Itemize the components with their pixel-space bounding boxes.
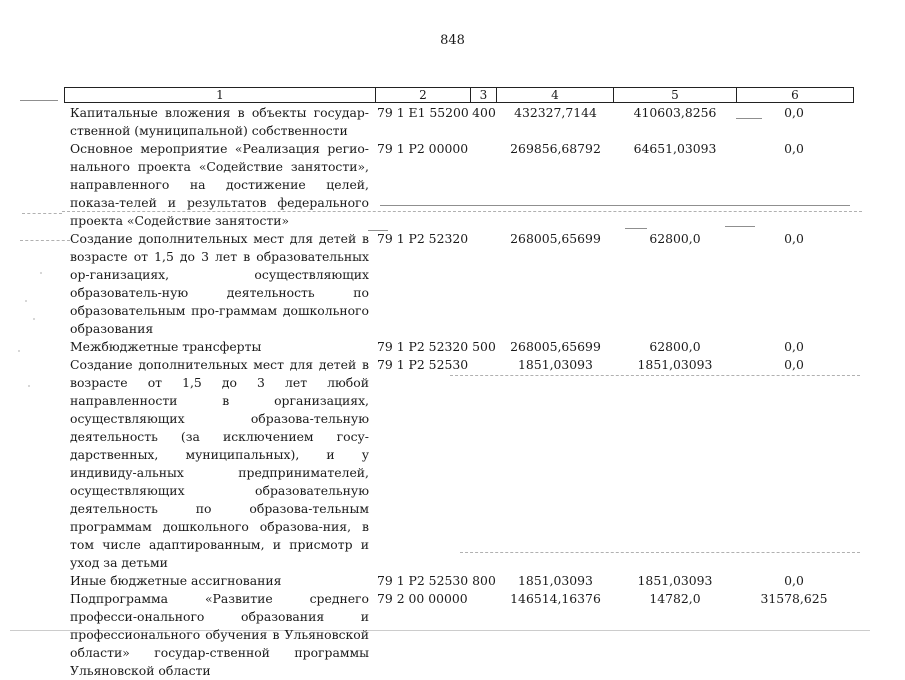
row-vr bbox=[471, 356, 497, 572]
scan-artifact bbox=[450, 375, 860, 377]
row-value-2022: 268005,65699 bbox=[510, 339, 601, 354]
row-code: 79 1 P2 52530 bbox=[377, 573, 469, 588]
table-header bbox=[64, 87, 854, 103]
scan-artifact bbox=[33, 318, 35, 320]
row-value-2024: 0,0 bbox=[784, 573, 804, 588]
row-vr: 400 bbox=[472, 105, 496, 120]
table-row bbox=[70, 590, 860, 680]
row-value-2023: 62800,0 bbox=[649, 339, 701, 354]
row-code: 79 1 P2 52320 bbox=[377, 339, 469, 354]
column-header: 4 bbox=[497, 88, 614, 102]
row-value-2023: 1851,03093 bbox=[637, 573, 713, 588]
row-vr: 500 bbox=[472, 339, 496, 354]
row-code: 79 1 P2 00000 bbox=[377, 141, 469, 156]
row-code: 79 1 P2 52530 bbox=[377, 357, 469, 372]
scan-artifact bbox=[20, 240, 70, 242]
row-value-2023: 62800,0 bbox=[649, 231, 701, 246]
row-value-2024: 0,0 bbox=[784, 105, 804, 120]
table-row bbox=[70, 356, 860, 572]
scan-artifact bbox=[40, 272, 42, 274]
row-value-2023: 64651,03093 bbox=[633, 141, 717, 156]
scan-artifact bbox=[10, 630, 870, 631]
row-value-2022: 1851,03093 bbox=[518, 357, 593, 372]
row-code: 79 1 E1 55200 bbox=[377, 105, 469, 120]
row-value-2023: 410603,8256 bbox=[633, 105, 717, 120]
row-vr bbox=[471, 590, 497, 680]
scan-artifact bbox=[736, 118, 762, 119]
row-code: 79 1 P2 52320 bbox=[377, 231, 469, 246]
row-name: Подпрограмма «Развитие среднего професси-онального образования и профессионального обучения в Ульяновской области» государ-ственной программы Ульяновской области bbox=[70, 591, 369, 678]
scan-artifact bbox=[18, 350, 20, 352]
table-row bbox=[70, 338, 860, 356]
table-row bbox=[70, 572, 860, 590]
column-header: 3 bbox=[471, 88, 497, 102]
row-value-2023: 1851,03093 bbox=[637, 357, 713, 372]
scan-artifact bbox=[368, 230, 388, 231]
row-code: 79 2 00 00000 bbox=[377, 591, 468, 606]
row-vr bbox=[471, 230, 497, 338]
row-name: Капитальные вложения в объекты государ-ственной (муниципальной) собственности bbox=[70, 105, 369, 138]
row-value-2023: 14782,0 bbox=[649, 591, 701, 606]
row-name: Создание дополнительных мест для детей в возрасте от 1,5 до 3 лет в образовательных ор-ганизациях, осуществляющих образователь-ную деятельность по образовательным про-граммам дошкольного образования bbox=[70, 231, 369, 336]
table-body bbox=[70, 104, 860, 680]
row-value-2024: 0,0 bbox=[784, 231, 804, 246]
table-row bbox=[70, 104, 860, 140]
row-value-2022: 432327,7144 bbox=[514, 105, 597, 120]
table-row bbox=[70, 230, 860, 338]
scan-artifact bbox=[625, 228, 647, 229]
scan-artifact bbox=[62, 211, 862, 213]
scan-artifact bbox=[28, 385, 30, 387]
column-header: 6 bbox=[791, 88, 799, 102]
row-name: Основное мероприятие «Реализация регио-нального проекта «Содействие занятости», направленного на достижение целей, показа-телей и результатов федерального проекта «Содействие занятости» bbox=[70, 141, 369, 228]
column-header: 1 bbox=[65, 88, 376, 102]
column-header: 5 bbox=[614, 88, 737, 102]
scan-artifact bbox=[22, 213, 62, 215]
row-value-2024: 0,0 bbox=[784, 357, 804, 372]
row-name: Создание дополнительных мест для детей в возрасте от 1,5 до 3 лет любой направленности в организациях, осуществляющих образова-тельную деятельность (за исключением госу-дарственных, муниципальных), и у индивиду-альных предпринимателей, осуществляющих образовательную деятельность по образова-тельным программам дошкольного образова-ния, в том числе адаптированным, и присмотр и уход за детьми bbox=[70, 357, 369, 570]
column-header: 2 bbox=[376, 88, 471, 102]
row-value-2022: 268005,65699 bbox=[510, 231, 601, 246]
scan-artifact bbox=[380, 205, 850, 206]
scan-artifact bbox=[20, 100, 58, 101]
table-row bbox=[70, 140, 860, 230]
row-value-2024: 0,0 bbox=[784, 339, 804, 354]
scan-artifact bbox=[460, 552, 860, 554]
row-vr bbox=[471, 140, 497, 230]
row-value-2022: 269856,68792 bbox=[510, 141, 601, 156]
scan-artifact bbox=[725, 226, 755, 227]
row-value-2022: 1851,03093 bbox=[518, 573, 593, 588]
row-name: Иные бюджетные ассигнования bbox=[70, 573, 282, 588]
row-value-2024: 31578,625 bbox=[760, 591, 828, 606]
scan-artifact bbox=[25, 300, 27, 302]
row-vr: 800 bbox=[472, 573, 496, 588]
row-value-2022: 146514,16376 bbox=[510, 591, 601, 606]
row-value-2024: 0,0 bbox=[784, 141, 804, 156]
row-name: Межбюджетные трансферты bbox=[70, 339, 262, 354]
page-number: 848 bbox=[440, 33, 465, 48]
